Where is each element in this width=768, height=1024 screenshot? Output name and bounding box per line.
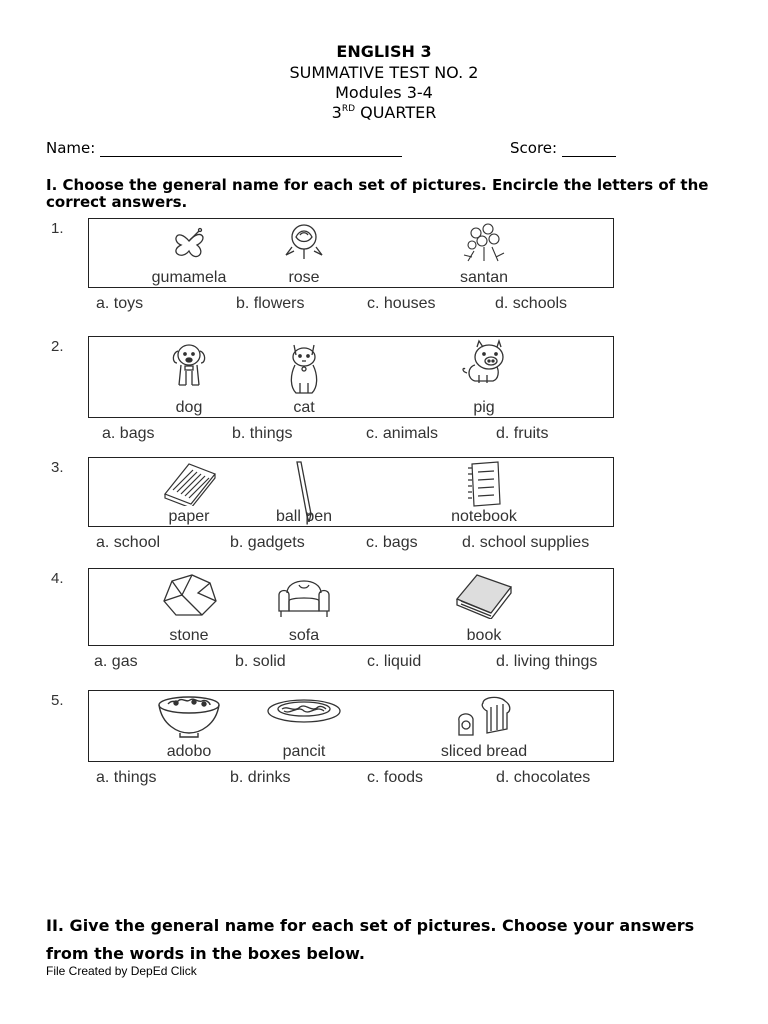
part1-instruction: I. Choose the general name for each set of pictures. Encircle the letters of the correct answers.: [46, 176, 709, 211]
notebook-icon: [409, 460, 559, 508]
answer-option[interactable]: d. school supplies: [462, 534, 590, 551]
picture-item: [229, 571, 379, 645]
answer-option[interactable]: d. fruits: [496, 425, 549, 442]
picture-label: paper: [168, 508, 210, 525]
book-icon: [409, 571, 559, 619]
cat-icon: [229, 339, 379, 397]
picture-item: [409, 221, 559, 287]
answer-option[interactable]: a. bags: [102, 425, 155, 442]
picture-label: cat: [293, 399, 315, 416]
picture-label: book: [466, 627, 502, 644]
answer-option[interactable]: a. things: [96, 769, 157, 786]
footer-credit: File Created by DepEd Click: [46, 964, 197, 978]
picture-item: [229, 221, 379, 287]
answer-option[interactable]: c. liquid: [367, 653, 422, 670]
picture-label: gumamela: [151, 269, 227, 286]
answer-option[interactable]: c. animals: [366, 425, 439, 442]
answer-option[interactable]: a. toys: [96, 295, 144, 312]
picture-item: [409, 460, 559, 526]
picture-label: pancit: [282, 743, 326, 760]
answer-option[interactable]: d. schools: [495, 295, 568, 312]
picture-item: [229, 339, 379, 417]
question-number: 2.: [51, 338, 64, 355]
santan-icon: [409, 221, 559, 263]
picture-label: dog: [175, 399, 203, 416]
answer-option[interactable]: c. houses: [367, 295, 436, 312]
part2-instruction: II. Give the general name for each set of pictures. Choose your answers from the words in the boxes below.: [46, 916, 695, 963]
picture-box: [88, 336, 614, 418]
noodles-icon: [229, 693, 379, 725]
answer-option[interactable]: d. chocolates: [496, 769, 591, 786]
picture-item: [229, 693, 379, 761]
picture-box: [88, 218, 614, 288]
answer-option[interactable]: b. things: [232, 425, 293, 442]
answer-option[interactable]: a. gas: [94, 653, 138, 670]
picture-label: sliced bread: [440, 743, 528, 760]
pig-icon: [409, 339, 559, 387]
sofa-icon: [229, 571, 379, 621]
modules-title: Modules 3-4: [335, 83, 433, 102]
name-blank[interactable]: [100, 142, 402, 157]
quarter-title: 3RD QUARTER: [331, 103, 437, 122]
answer-option[interactable]: c. foods: [367, 769, 424, 786]
answer-option[interactable]: a. school: [96, 534, 161, 551]
answer-option[interactable]: d. living things: [496, 653, 598, 670]
picture-label: rose: [288, 269, 320, 286]
picture-item: [409, 693, 559, 761]
answer-option[interactable]: b. drinks: [230, 769, 291, 786]
picture-item: [409, 339, 559, 417]
picture-item: [409, 571, 559, 645]
rose-icon: [229, 221, 379, 261]
test-title: SUMMATIVE TEST NO. 2: [289, 63, 479, 82]
score-blank[interactable]: [562, 142, 616, 157]
answer-option[interactable]: c. bags: [366, 534, 418, 551]
score-label: Score:: [510, 139, 558, 157]
picture-label: ball pen: [275, 508, 333, 525]
picture-box: [88, 690, 614, 762]
subject-title: ENGLISH 3: [336, 42, 432, 61]
score-field: [510, 139, 616, 157]
question-number: 1.: [51, 220, 64, 237]
picture-box: [88, 568, 614, 646]
picture-box: [88, 457, 614, 527]
answer-option[interactable]: b. flowers: [236, 295, 305, 312]
answer-option[interactable]: b. gadgets: [230, 534, 305, 551]
question-number: 3.: [51, 459, 64, 476]
picture-label: pig: [473, 399, 495, 416]
picture-label: notebook: [451, 508, 517, 525]
answer-option[interactable]: b. solid: [235, 653, 286, 670]
picture-label: santan: [459, 269, 509, 286]
picture-label: adobo: [166, 743, 212, 760]
question-number: 4.: [51, 570, 64, 587]
name-field: [46, 139, 402, 157]
question-number: 5.: [51, 692, 64, 709]
picture-label: stone: [169, 627, 209, 644]
name-label: Name:: [46, 139, 96, 157]
picture-item: [229, 460, 379, 526]
picture-label: sofa: [288, 627, 320, 644]
bread-icon: [409, 693, 559, 739]
